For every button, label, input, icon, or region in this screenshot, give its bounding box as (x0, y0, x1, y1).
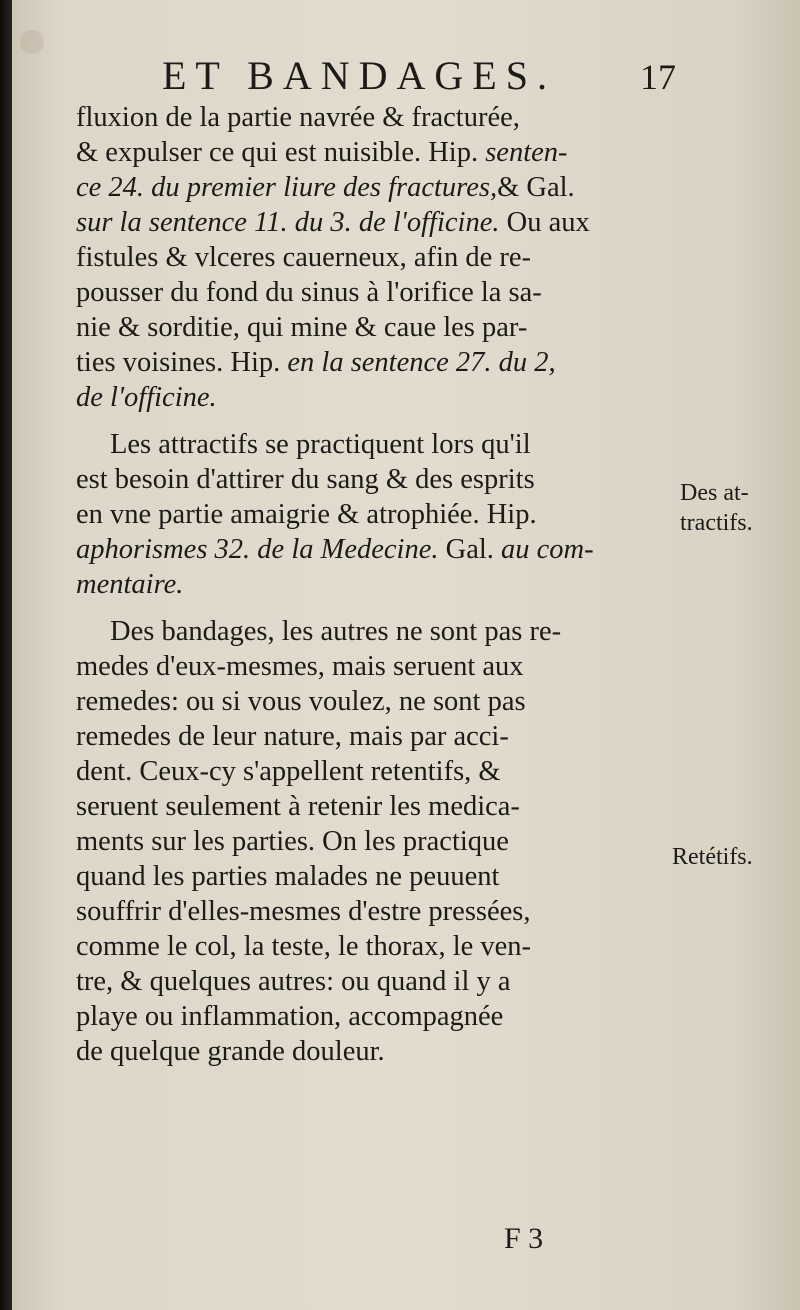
signature-mark: F 3 (504, 1222, 544, 1255)
book-binding-edge (0, 0, 12, 1310)
text-line: souffrir d'elles-mesmes d'estre pressées, (76, 896, 531, 927)
text-line: de l'officine. (76, 382, 217, 413)
margin-note-attractifs: Des at- tractifs. (680, 480, 753, 536)
running-title: ET BANDAGES. (162, 53, 556, 98)
text-line: fistules & vlceres cauerneux, afin de re- (76, 242, 531, 273)
text-line: ce 24. du premier liure des fractures,& Gal. (76, 172, 575, 203)
text-line: & expulser ce qui est nuisible. Hip. senten- (76, 137, 568, 168)
text-line: de quelque grande douleur. (76, 1036, 385, 1067)
text-line: comme le col, la teste, le thorax, le ven- (76, 931, 532, 962)
text-line: pousser du fond du sinus à l'orifice la sa- (76, 277, 542, 308)
running-header (162, 52, 702, 100)
margin-note-retentifs: Retétifs. (672, 844, 753, 870)
text-line: mentaire. (76, 569, 184, 600)
text-line: medes d'eux-mesmes, mais seruent aux (76, 651, 524, 682)
text-line: est besoin d'attirer du sang & des esprits (76, 464, 535, 495)
page-number: 17 (640, 57, 676, 97)
text-line: ments sur les parties. On les practique (76, 826, 509, 857)
text-line: nie & sorditie, qui mine & caue les par- (76, 312, 528, 343)
text-line: seruent seulement à retenir les medica- (76, 791, 520, 822)
text-line: quand les parties malades ne peuuent (76, 861, 500, 892)
main-text (76, 100, 676, 1104)
text-line: dent. Ceux-cy s'appellent retentifs, & (76, 756, 501, 787)
text-line (76, 1069, 676, 1104)
page-stain (20, 30, 44, 54)
text-line: remedes: ou si vous voulez, ne sont pas (76, 686, 526, 717)
book-page (12, 0, 800, 1310)
text-line: remedes de leur nature, mais par acci- (76, 721, 509, 752)
text-line: sur la sentence 11. du 3. de l'officine. Ou aux (76, 207, 590, 238)
text-line: Les attractifs se practiquent lors qu'il (110, 429, 531, 460)
text-line: ties voisines. Hip. en la sentence 27. du 2, (76, 347, 556, 378)
text-line: Des bandages, les autres ne sont pas re- (110, 616, 562, 647)
text-line: fluxion de la partie navrée & fracturée, (76, 102, 520, 133)
text-line: playe ou inflammation, accompagnée (76, 1001, 504, 1032)
text-line: en vne partie amaigrie & atrophiée. Hip. (76, 499, 537, 530)
text-line: tre, & quelques autres: ou quand il y a (76, 966, 511, 997)
text-line: aphorismes 32. de la Medecine. Gal. au com- (76, 534, 594, 565)
